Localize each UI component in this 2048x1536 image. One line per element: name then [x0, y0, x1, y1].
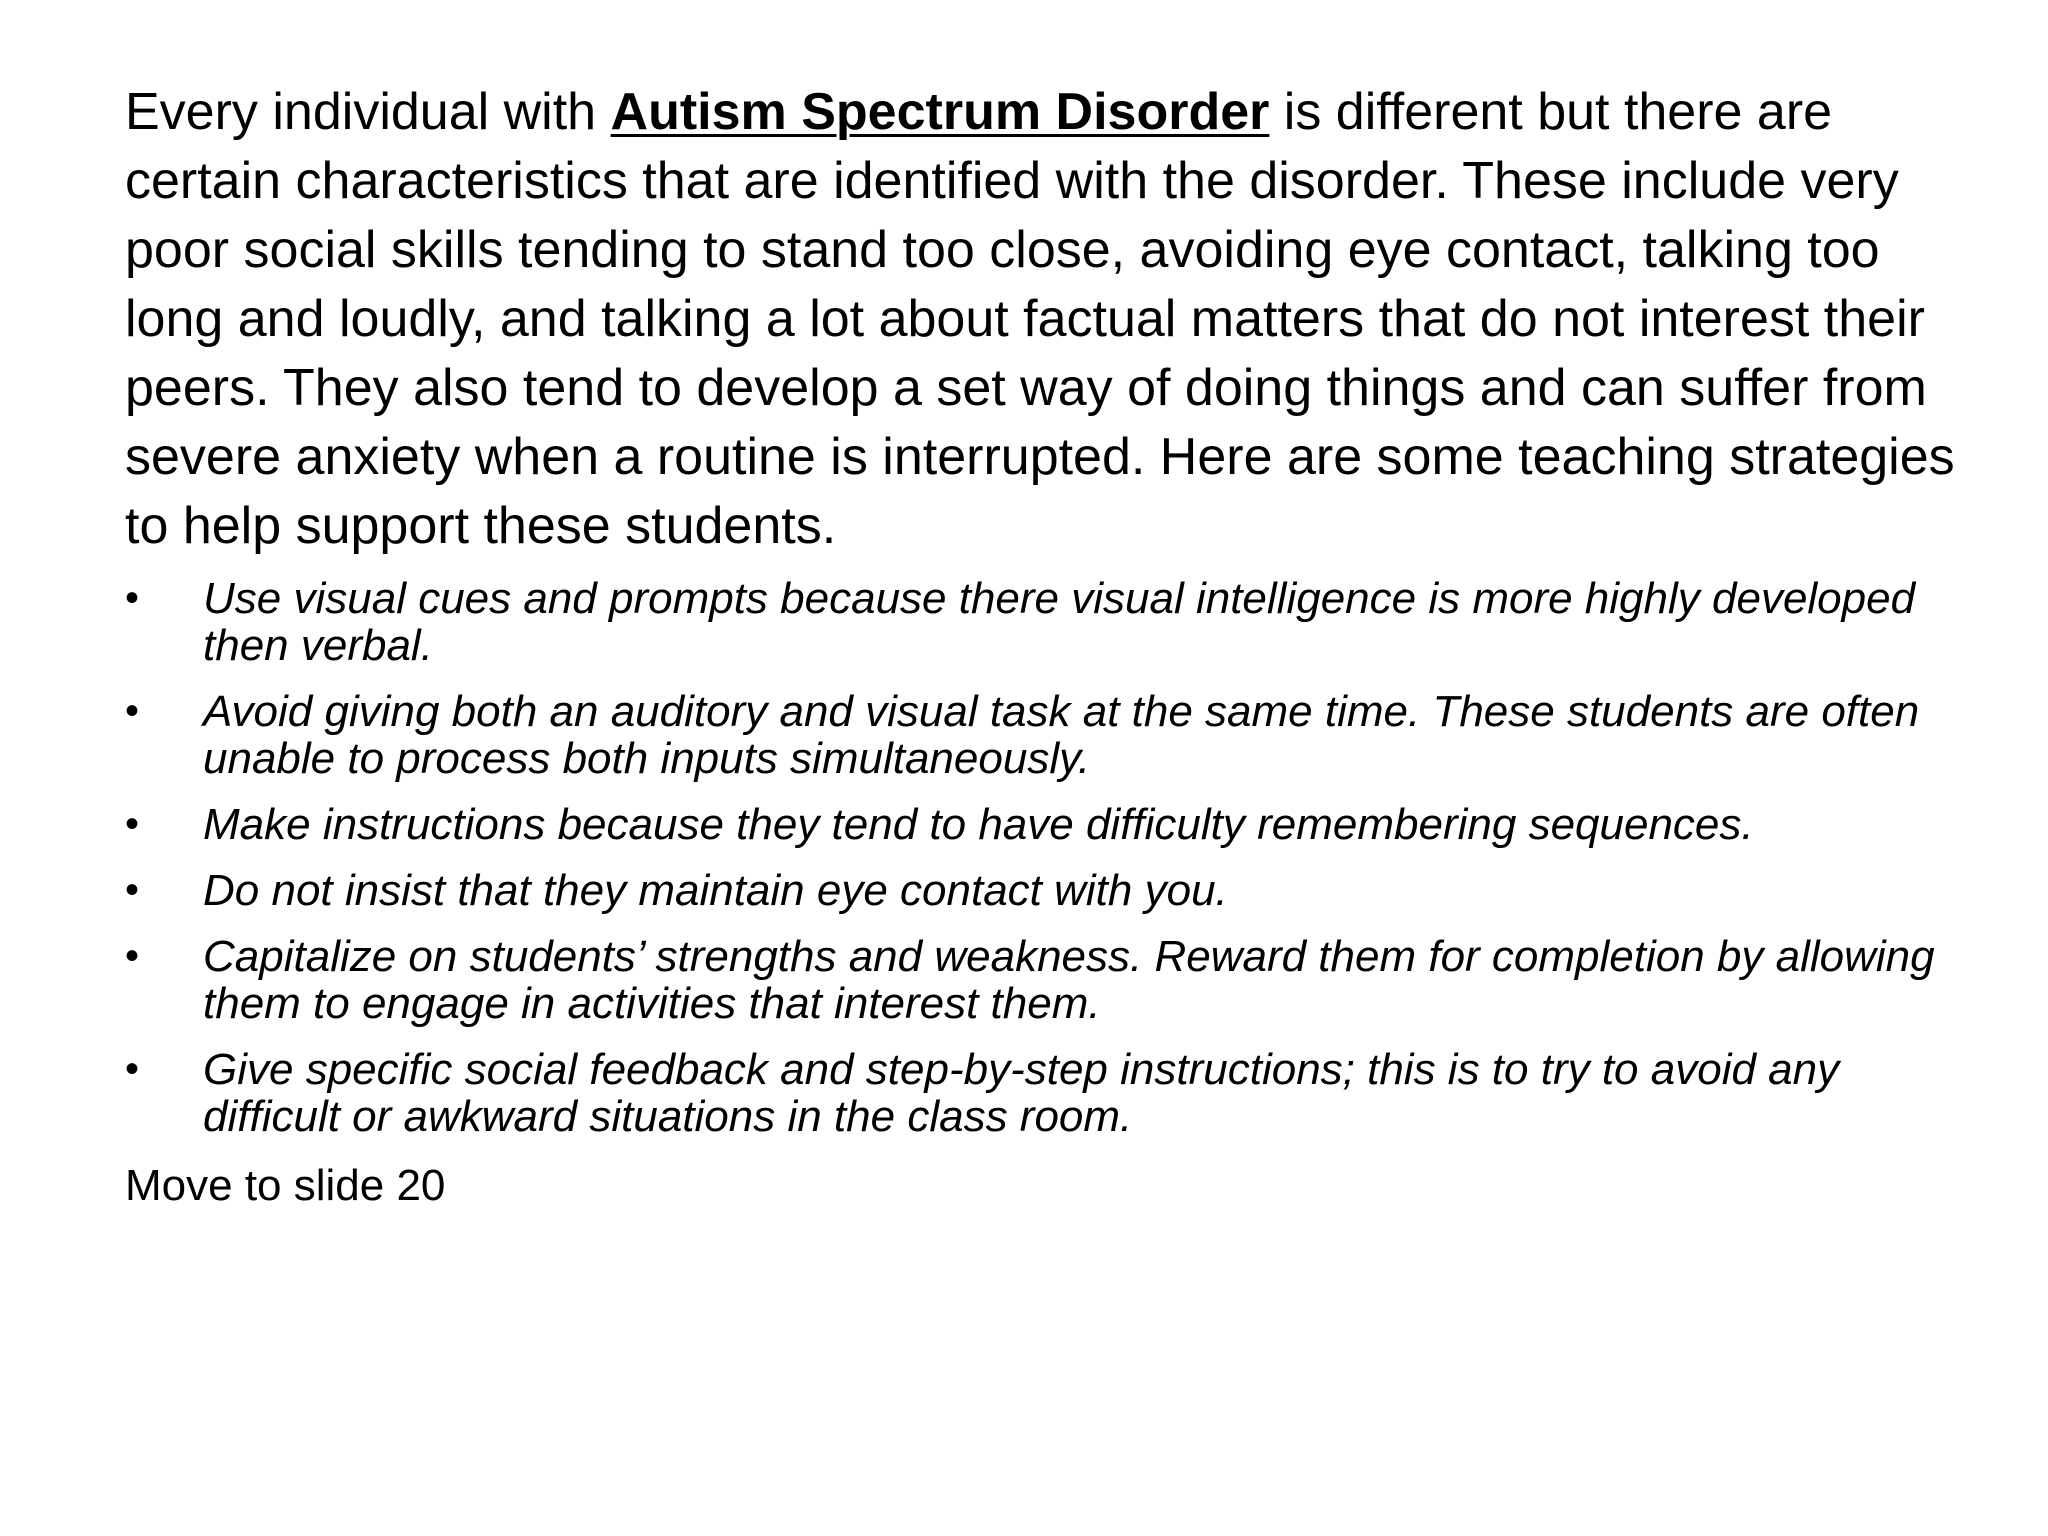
- bullet-dot-icon: •: [125, 934, 140, 978]
- list-item: [125, 1046, 1955, 1140]
- bullet-dot-icon: •: [125, 802, 140, 846]
- list-item-text: Avoid giving both an auditory and visual task at the same time. These students are often unable to process both inputs simultaneously.: [203, 687, 1920, 783]
- list-item: [125, 933, 1955, 1027]
- slide-content: [125, 78, 1955, 1213]
- intro-text-start: Every individual with: [125, 83, 611, 141]
- intro-paragraph: [125, 78, 1955, 561]
- list-item: [125, 575, 1955, 669]
- list-item-text: Make instructions because they tend to have difficulty remembering sequences.: [203, 800, 1754, 849]
- intro-text-rest: is different but there are certain characteristics that are identified with the disorder. These include very poor social skills tending to stand too close, avoiding eye contact, talking too long and loudly, and talking a lot about factual matters that do not interest their peers. They also tend to develop a set way of doing things and can suffer from severe anxiety when a routine is interrupted. Here are some teaching strategies to help support these students.: [125, 83, 1955, 555]
- list-item: [125, 801, 1955, 848]
- list-item-text: Use visual cues and prompts because there visual intelligence is more highly developed then verbal.: [203, 574, 1916, 670]
- move-to-slide-text: Move to slide 20: [125, 1161, 446, 1210]
- list-item-text: Do not insist that they maintain eye contact with you.: [203, 866, 1228, 915]
- strategies-list: [125, 575, 1955, 1140]
- bullet-dot-icon: •: [125, 1047, 140, 1091]
- list-item-text: Capitalize on students’ strengths and weakness. Reward them for completion by allowing them to engage in activities that interest them.: [203, 932, 1935, 1028]
- bullet-dot-icon: •: [125, 689, 140, 733]
- bullet-dot-icon: •: [125, 868, 140, 912]
- list-item-text: Give specific social feedback and step-by-step instructions; this is to try to avoid any difficult or awkward situations in the class room.: [203, 1045, 1840, 1141]
- bullet-dot-icon: •: [125, 576, 140, 620]
- list-item: [125, 688, 1955, 782]
- list-item: [125, 867, 1955, 914]
- autism-spectrum-disorder-term: Autism Spectrum Disorder: [610, 83, 1270, 141]
